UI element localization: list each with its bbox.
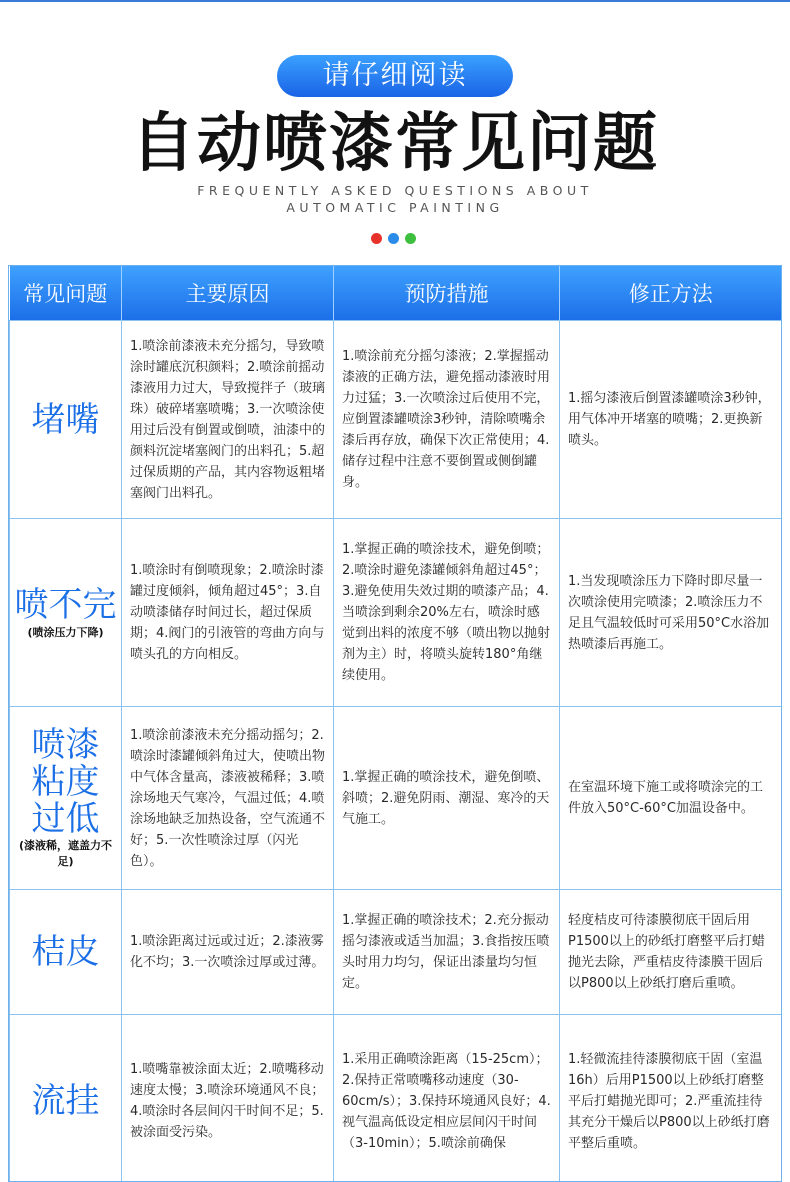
problem-note: (喷涂压力下降) (27, 625, 104, 639)
table-row (10, 707, 782, 890)
red-dot (371, 233, 382, 244)
problem-cell (10, 321, 122, 519)
problem-cell (10, 890, 122, 1015)
cause-cell: 1.喷涂前漆液未充分摇匀，导致喷涂时罐底沉积颜料；2.喷涂前摇动漆液用力过大，导致搅拌子（玻璃珠）破碎堵塞喷嘴；3.一次喷涂使用过后没有倒置或倒喷，油漆中的颜料沉淀堵塞阀门的出料孔；5.超过保质期的产品，其内容物返粗堵塞阀门出料孔。 (122, 321, 334, 519)
fix-cell: 轻度桔皮可待漆膜彻底干固后用P1500以上的砂纸打磨整平后打蜡抛光去除，严重桔皮待漆膜干固后以P800以上砂纸打磨后重喷。 (560, 890, 782, 1015)
read-carefully-badge: 请仔细阅读 (277, 55, 513, 97)
prevention-cell: 1.掌握正确的喷涂技术，避免倒喷、斜喷；2.避免阴雨、潮湿、寒冷的天气施工。 (334, 707, 560, 890)
english-subtitle-line1: FREQUENTLY ASKED QUESTIONS ABOUT (197, 183, 593, 198)
fix-cell: 1.轻微流挂待漆膜彻底干固（室温16h）后用P1500以上砂纸打磨整平后打蜡抛光即可；2.严重流挂待其充分干燥后以P800以上砂纸打磨平整后重喷。 (560, 1015, 782, 1182)
cause-cell: 1.喷嘴靠被涂面太近；2.喷嘴移动速度太慢；3.喷涂环境通风不良；4.喷涂时各层间闪干时间不足；5.被涂面受污染。 (122, 1015, 334, 1182)
problem-title: 桔皮 (31, 932, 100, 972)
problem-cell (10, 1015, 122, 1182)
problem-note: (漆液稀，遮盖力不足) (18, 838, 113, 868)
top-border-line (0, 0, 790, 2)
prevention-cell: 1.掌握正确的喷涂技术；2.充分振动摇匀漆液或适当加温；3.食指按压喷头时用力均匀，保证出漆量均匀恒定。 (334, 890, 560, 1015)
fix-cell: 1.摇匀漆液后倒置漆罐喷涂3秒钟，用气体冲开堵塞的喷嘴；2.更换新喷头。 (560, 321, 782, 519)
prevention-cell: 1.掌握正确的喷涂技术，避免倒喷；2.喷涂时避免漆罐倾斜角超过45°；3.避免使用失效过期的喷漆产品；4.当喷涂到剩余20%左右，喷涂时感觉到出料的浓度不够（喷出物以抛射剂为主）时，将喷头旋转180°角继续使用。 (334, 519, 560, 707)
header-cause: 主要原因 (122, 266, 334, 321)
faq-table (8, 265, 782, 1182)
page-title: 自动喷漆常见问题 (131, 107, 659, 181)
fix-cell: 1.当发现喷涂压力下降时即尽量一次喷涂使用完喷漆；2.喷涂压力不足且气温较低时可采用50°C水浴加热喷漆后再施工。 (560, 519, 782, 707)
problem-cell (10, 519, 122, 707)
prevention-cell: 1.喷涂前充分摇匀漆液；2.掌握摇动漆液的正确方法，避免摇动漆液时用力过猛；3.一次喷涂过后使用不完，应倒置漆罐喷涂3秒钟，清除喷嘴余漆后再存放，确保下次正常使用；4.储存过程中注意不要倒置或侧倒罐身。 (334, 321, 560, 519)
table-row (10, 321, 782, 519)
table-header-row (10, 266, 782, 321)
green-dot (405, 233, 416, 244)
blue-dot (388, 233, 399, 244)
cause-cell: 1.喷涂距离过远或过近；2.漆液雾化不均；3.一次喷涂过厚或过薄。 (122, 890, 334, 1015)
table-row (10, 1015, 782, 1182)
problem-cell (10, 707, 122, 890)
table-row (10, 890, 782, 1015)
prevention-cell: 1.采用正确喷涂距离（15-25cm）；2.保持正常喷嘴移动速度（30-60cm/s）；3.保持环境通风良好；4.视气温高低设定相应层间闪干时间（3-10min）；5.喷涂前确保 (334, 1015, 560, 1182)
table-row (10, 519, 782, 707)
problem-title: 喷漆粘度过低 (31, 724, 100, 839)
decorative-dots (371, 229, 422, 241)
cause-cell: 1.喷涂时有倒喷现象；2.喷涂时漆罐过度倾斜，倾角超过45°；3.自动喷漆储存时间过长，超过保质期；4.阀门的引液管的弯曲方向与喷头孔的方向相反。 (122, 519, 334, 707)
problem-title: 流挂 (31, 1081, 100, 1121)
fix-cell: 在室温环境下施工或将喷涂完的工件放入50°C-60°C加温设备中。 (560, 707, 782, 890)
header-prevention: 预防措施 (334, 266, 560, 321)
problem-title: 喷不完 (14, 584, 117, 625)
cause-cell: 1.喷涂前漆液未充分摇动摇匀；2.喷涂时漆罐倾斜角过大，使喷出物中气体含量高，漆液被稀释；3.喷涂场地天气寒冷，气温过低；4.喷涂场地缺乏加热设备，空气流通不好；5.一次性喷涂过厚（闪光色）。 (122, 707, 334, 890)
english-subtitle-line2: AUTOMATIC PAINTING (286, 200, 504, 215)
header-fix: 修正方法 (560, 266, 782, 321)
header-problem: 常见问题 (10, 266, 122, 321)
problem-title: 堵嘴 (31, 399, 100, 440)
